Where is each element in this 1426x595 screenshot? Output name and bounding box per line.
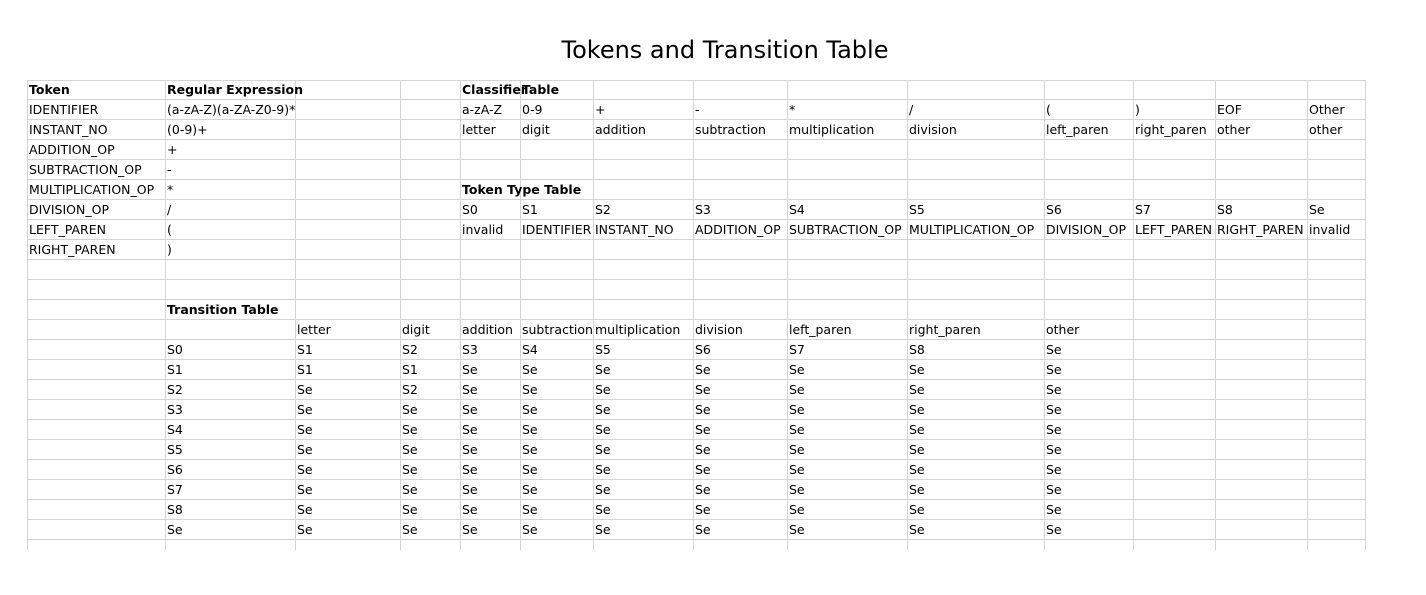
cell[interactable]: letter <box>297 322 331 337</box>
cell[interactable]: ( <box>167 222 172 237</box>
cell[interactable]: other <box>1217 122 1251 137</box>
cell[interactable]: S1 <box>297 342 313 357</box>
cell[interactable]: Se <box>402 482 418 497</box>
cell[interactable]: LEFT_PAREN <box>29 222 106 237</box>
token-type-table-title[interactable]: Token Type Table <box>462 182 582 197</box>
cell[interactable]: S2 <box>167 382 183 397</box>
cell[interactable]: Se <box>1046 382 1062 397</box>
cell[interactable]: DIVISION_OP <box>29 202 109 217</box>
cell[interactable]: addition <box>462 322 513 337</box>
cell[interactable]: S0 <box>167 342 183 357</box>
cell[interactable]: Se <box>789 422 805 437</box>
cell[interactable]: Se <box>522 422 538 437</box>
cell[interactable]: letter <box>462 122 496 137</box>
cell[interactable]: + <box>167 142 178 157</box>
cell[interactable]: RIGHT_PAREN <box>1217 222 1304 237</box>
cell[interactable]: Se <box>695 462 711 477</box>
classifier-table-title[interactable]: Classifier <box>462 82 527 97</box>
cell[interactable]: Se <box>909 522 925 537</box>
cell[interactable]: S5 <box>167 442 183 457</box>
cell[interactable]: Se <box>297 422 313 437</box>
cell[interactable]: division <box>695 322 743 337</box>
cell[interactable]: Se <box>909 502 925 517</box>
gridline <box>27 159 1366 160</box>
cell[interactable]: Se <box>297 482 313 497</box>
cell[interactable]: Se <box>1046 342 1062 357</box>
cell[interactable]: S2 <box>402 342 418 357</box>
cell[interactable]: Se <box>1309 202 1325 217</box>
cell[interactable]: Se <box>909 362 925 377</box>
cell[interactable]: - <box>695 102 700 117</box>
cell[interactable]: Se <box>595 422 611 437</box>
cell[interactable]: division <box>909 122 957 137</box>
cell[interactable]: IDENTIFIER <box>522 222 592 237</box>
cell[interactable]: Se <box>695 502 711 517</box>
cell[interactable]: digit <box>402 322 430 337</box>
cell[interactable]: S3 <box>167 402 183 417</box>
cell[interactable]: MULTIPLICATION_OP <box>29 182 155 197</box>
cell[interactable]: ADDITION_OP <box>29 142 115 157</box>
cell[interactable]: Se <box>522 442 538 457</box>
cell[interactable]: Se <box>522 402 538 417</box>
cell[interactable]: Se <box>909 482 925 497</box>
cell[interactable]: multiplication <box>789 122 875 137</box>
cell[interactable]: Se <box>909 402 925 417</box>
cell[interactable]: S5 <box>595 342 611 357</box>
cell[interactable]: Se <box>402 522 418 537</box>
cell[interactable]: subtraction <box>522 322 593 337</box>
cell[interactable]: Se <box>297 442 313 457</box>
cell[interactable]: right_paren <box>909 322 981 337</box>
cell[interactable]: Se <box>1046 422 1062 437</box>
cell[interactable]: Se <box>1046 482 1062 497</box>
cell[interactable]: + <box>595 102 606 117</box>
regex-header[interactable]: Regular Expression <box>167 82 304 97</box>
token-header[interactable]: Token <box>29 82 70 97</box>
cell[interactable]: Se <box>695 522 711 537</box>
gridline <box>1133 80 1134 550</box>
cell[interactable]: Se <box>522 382 538 397</box>
spreadsheet-grid <box>27 80 1366 550</box>
cell[interactable]: RIGHT_PAREN <box>29 242 116 257</box>
cell[interactable]: Se <box>522 502 538 517</box>
cell[interactable]: invalid <box>462 222 504 237</box>
cell[interactable]: - <box>167 162 172 177</box>
cell[interactable]: Se <box>402 462 418 477</box>
cell[interactable]: IDENTIFIER <box>29 102 99 117</box>
gridline <box>27 259 1366 260</box>
cell[interactable]: INSTANT_NO <box>595 222 674 237</box>
cell[interactable]: digit <box>522 122 550 137</box>
cell[interactable]: Se <box>695 362 711 377</box>
cell[interactable]: / <box>909 102 914 117</box>
cell[interactable]: Se <box>595 362 611 377</box>
cell[interactable]: Se <box>522 482 538 497</box>
cell[interactable]: S8 <box>1217 202 1233 217</box>
cell[interactable]: S6 <box>1046 202 1062 217</box>
cell[interactable]: Se <box>909 462 925 477</box>
cell[interactable]: Se <box>595 402 611 417</box>
cell[interactable]: S1 <box>297 362 313 377</box>
cell[interactable]: Se <box>1046 442 1062 457</box>
classifier-table-title[interactable]: Table <box>522 82 560 97</box>
cell[interactable]: Other <box>1309 102 1345 117</box>
cell[interactable]: Se <box>402 422 418 437</box>
cell[interactable]: S1 <box>522 202 538 217</box>
cell[interactable]: Se <box>595 482 611 497</box>
cell[interactable]: 0-9 <box>522 102 543 117</box>
gridline <box>1365 80 1366 550</box>
cell[interactable]: S0 <box>462 202 478 217</box>
cell[interactable]: Se <box>297 462 313 477</box>
cell[interactable]: SUBTRACTION_OP <box>789 222 902 237</box>
cell[interactable]: Se <box>595 442 611 457</box>
gridline <box>1215 80 1216 550</box>
cell[interactable]: SUBTRACTION_OP <box>29 162 142 177</box>
cell[interactable]: Se <box>522 462 538 477</box>
cell[interactable]: Se <box>297 502 313 517</box>
cell[interactable]: S7 <box>789 342 805 357</box>
cell[interactable]: Se <box>909 382 925 397</box>
cell[interactable]: S2 <box>402 382 418 397</box>
cell[interactable]: Se <box>695 382 711 397</box>
cell[interactable]: Se <box>789 462 805 477</box>
cell[interactable]: Se <box>789 402 805 417</box>
cell[interactable]: Se <box>462 502 478 517</box>
cell[interactable]: Se <box>402 442 418 457</box>
cell[interactable]: left_paren <box>789 322 852 337</box>
gridline <box>27 179 1366 180</box>
cell[interactable]: Se <box>909 422 925 437</box>
cell[interactable]: S3 <box>695 202 711 217</box>
cell[interactable]: Se <box>402 502 418 517</box>
transition-table-title[interactable]: Transition Table <box>167 302 279 317</box>
page-title: Tokens and Transition Table <box>561 36 889 64</box>
cell[interactable]: Se <box>695 482 711 497</box>
cell[interactable]: Se <box>789 482 805 497</box>
cell[interactable]: MULTIPLICATION_OP <box>909 222 1035 237</box>
cell[interactable]: Se <box>789 382 805 397</box>
cell[interactable]: S4 <box>522 342 538 357</box>
cell[interactable]: Se <box>462 402 478 417</box>
cell[interactable]: Se <box>595 462 611 477</box>
cell[interactable]: Se <box>789 362 805 377</box>
cell[interactable]: * <box>789 102 796 117</box>
cell[interactable]: / <box>167 202 172 217</box>
cell[interactable]: ) <box>167 242 172 257</box>
cell[interactable]: ADDITION_OP <box>695 222 781 237</box>
cell[interactable]: Se <box>297 382 313 397</box>
cell[interactable]: S5 <box>909 202 925 217</box>
cell[interactable]: Se <box>462 462 478 477</box>
cell[interactable]: Se <box>789 442 805 457</box>
cell[interactable]: S6 <box>695 342 711 357</box>
cell[interactable]: S8 <box>167 502 183 517</box>
cell[interactable]: addition <box>595 122 646 137</box>
cell[interactable]: Se <box>462 422 478 437</box>
cell[interactable]: Se <box>1046 362 1062 377</box>
cell[interactable]: Se <box>595 382 611 397</box>
cell[interactable]: S6 <box>167 462 183 477</box>
cell[interactable]: Se <box>1046 522 1062 537</box>
cell[interactable]: S4 <box>167 422 183 437</box>
cell[interactable]: a-zA-Z <box>462 102 503 117</box>
cell[interactable]: LEFT_PAREN <box>1135 222 1212 237</box>
cell[interactable]: Se <box>522 522 538 537</box>
cell[interactable]: Se <box>462 522 478 537</box>
cell[interactable]: S7 <box>167 482 183 497</box>
cell[interactable]: Se <box>462 362 478 377</box>
cell[interactable]: Se <box>522 362 538 377</box>
cell[interactable]: S2 <box>595 202 611 217</box>
cell[interactable]: invalid <box>1309 222 1351 237</box>
cell[interactable]: S1 <box>402 362 418 377</box>
cell[interactable]: Se <box>462 482 478 497</box>
cell[interactable]: Se <box>462 442 478 457</box>
cell[interactable]: right_paren <box>1135 122 1207 137</box>
cell[interactable]: Se <box>789 522 805 537</box>
cell[interactable]: Se <box>695 422 711 437</box>
cell[interactable]: Se <box>402 402 418 417</box>
cell[interactable]: S3 <box>462 342 478 357</box>
cell[interactable]: Se <box>595 522 611 537</box>
cell[interactable]: Se <box>297 522 313 537</box>
gridline <box>27 279 1366 280</box>
cell[interactable]: INSTANT_NO <box>29 122 108 137</box>
cell[interactable]: (a-zA-Z)(a-ZA-Z0-9)* <box>167 102 296 117</box>
cell[interactable]: S8 <box>909 342 925 357</box>
cell[interactable]: left_paren <box>1046 122 1109 137</box>
cell[interactable]: EOF <box>1217 102 1242 117</box>
cell[interactable]: other <box>1046 322 1080 337</box>
cell[interactable]: Se <box>789 502 805 517</box>
cell[interactable]: DIVISION_OP <box>1046 222 1126 237</box>
cell[interactable]: Se <box>167 522 183 537</box>
cell[interactable]: ( <box>1046 102 1051 117</box>
cell[interactable]: S1 <box>167 362 183 377</box>
cell[interactable]: Se <box>1046 462 1062 477</box>
cell[interactable]: Se <box>695 442 711 457</box>
gridline <box>1307 80 1308 550</box>
cell[interactable]: subtraction <box>695 122 766 137</box>
cell[interactable]: Se <box>1046 402 1062 417</box>
cell[interactable]: ) <box>1135 102 1140 117</box>
cell[interactable]: S4 <box>789 202 805 217</box>
cell[interactable]: Se <box>595 502 611 517</box>
cell[interactable]: * <box>167 182 174 197</box>
cell[interactable]: S7 <box>1135 202 1151 217</box>
cell[interactable]: Se <box>909 442 925 457</box>
cell[interactable]: Se <box>297 402 313 417</box>
cell[interactable]: Se <box>695 402 711 417</box>
cell[interactable]: multiplication <box>595 322 681 337</box>
cell[interactable]: other <box>1309 122 1343 137</box>
cell[interactable]: Se <box>462 382 478 397</box>
cell[interactable]: (0-9)+ <box>167 122 208 137</box>
cell[interactable]: Se <box>1046 502 1062 517</box>
